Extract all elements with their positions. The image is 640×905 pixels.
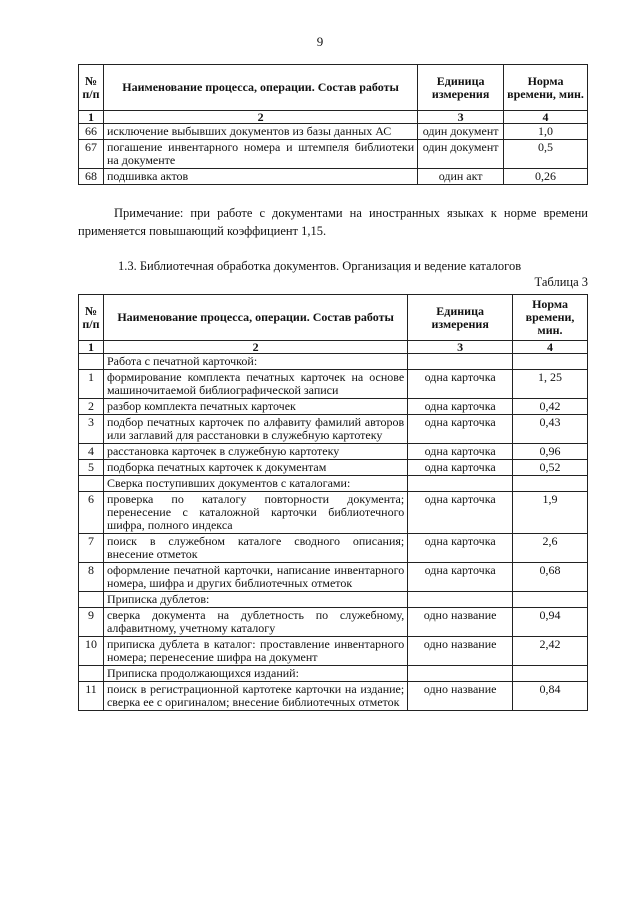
group-spacer xyxy=(408,592,513,608)
row-unit: один документ xyxy=(418,124,504,140)
group-title: Приписка дублетов: xyxy=(103,592,407,608)
row-unit: одна карточка xyxy=(408,444,513,460)
row-unit: одно название xyxy=(408,682,513,711)
table-row xyxy=(79,637,588,666)
row-operation: погашение инвентарного номера и штемпеля библиотеки на документе xyxy=(103,140,417,169)
row-operation: расстановка карточек в служебную картотеку xyxy=(103,444,407,460)
row-number: 3 xyxy=(79,415,104,444)
column-header-unit: Единица измерения xyxy=(418,65,504,111)
table-row xyxy=(79,444,588,460)
column-index: 4 xyxy=(504,111,588,124)
row-number: 68 xyxy=(79,169,104,185)
table-row xyxy=(79,370,588,399)
group-spacer xyxy=(513,592,588,608)
column-header-name: Наименование процесса, операции. Состав работы xyxy=(103,65,417,111)
row-norm: 0,68 xyxy=(513,563,588,592)
group-spacer xyxy=(79,592,104,608)
row-number: 10 xyxy=(79,637,104,666)
row-unit: одна карточка xyxy=(408,534,513,563)
column-header-norm: Норма времени, мин. xyxy=(504,65,588,111)
table-row xyxy=(79,124,588,140)
row-norm: 0,26 xyxy=(504,169,588,185)
row-unit: одна карточка xyxy=(408,370,513,399)
row-norm: 0,96 xyxy=(513,444,588,460)
table-row xyxy=(79,169,588,185)
row-norm: 1,0 xyxy=(504,124,588,140)
row-norm: 0,52 xyxy=(513,460,588,476)
column-header-norm: Норма времени, мин. xyxy=(513,295,588,341)
group-spacer xyxy=(408,476,513,492)
row-unit: одна карточка xyxy=(408,563,513,592)
row-number: 11 xyxy=(79,682,104,711)
row-operation: оформление печатной карточки, написание инвентарного номера, шифра и других библиотечных отметок xyxy=(103,563,407,592)
row-number: 9 xyxy=(79,608,104,637)
row-operation: поиск в служебном каталоге сводного описания; внесение отметок xyxy=(103,534,407,563)
row-number: 7 xyxy=(79,534,104,563)
column-header-no: № п/п xyxy=(79,295,104,341)
column-index: 3 xyxy=(408,341,513,354)
table-row xyxy=(79,682,588,711)
row-operation: исключение выбывших документов из базы данных АС xyxy=(103,124,417,140)
group-header-row xyxy=(79,592,588,608)
row-operation: разбор комплекта печатных карточек xyxy=(103,399,407,415)
group-title: Работа с печатной карточкой: xyxy=(103,354,407,370)
row-unit: одна карточка xyxy=(408,399,513,415)
group-spacer xyxy=(513,666,588,682)
table-row xyxy=(79,492,588,534)
group-spacer xyxy=(79,476,104,492)
group-title: Сверка поступивших документов с каталогами: xyxy=(103,476,407,492)
row-operation: формирование комплекта печатных карточек на основе машиночитаемой библиографической записи xyxy=(103,370,407,399)
column-index: 2 xyxy=(103,341,407,354)
row-number: 1 xyxy=(79,370,104,399)
row-norm: 0,42 xyxy=(513,399,588,415)
row-norm: 0,84 xyxy=(513,682,588,711)
row-operation: поиск в регистрационной картотеке карточки на издание; сверка ее с оригиналом; внесение библиотечных отметок xyxy=(103,682,407,711)
column-header-name: Наименование процесса, операции. Состав работы xyxy=(103,295,407,341)
row-norm: 0,43 xyxy=(513,415,588,444)
row-norm: 1, 25 xyxy=(513,370,588,399)
note-paragraph: Примечание: при работе с документами на иностранных языках к норме времени применяется повышающий коэффициент 1,15. xyxy=(78,206,588,238)
row-unit: одна карточка xyxy=(408,460,513,476)
row-unit: один акт xyxy=(418,169,504,185)
row-number: 2 xyxy=(79,399,104,415)
row-unit: одна карточка xyxy=(408,492,513,534)
row-operation: подшивка актов xyxy=(103,169,417,185)
table-label: Таблица 3 xyxy=(534,275,588,289)
section-title: 1.3. Библиотечная обработка документов. Организация и ведение каталогов xyxy=(118,259,522,273)
column-index: 1 xyxy=(79,111,104,124)
row-number: 8 xyxy=(79,563,104,592)
group-spacer xyxy=(513,354,588,370)
table-row xyxy=(79,460,588,476)
table-row xyxy=(79,563,588,592)
column-index: 3 xyxy=(418,111,504,124)
row-unit: один документ xyxy=(418,140,504,169)
table-row xyxy=(79,140,588,169)
row-number: 6 xyxy=(79,492,104,534)
row-number: 66 xyxy=(79,124,104,140)
row-norm: 1,9 xyxy=(513,492,588,534)
group-spacer xyxy=(408,666,513,682)
table-row xyxy=(79,415,588,444)
table-row xyxy=(79,399,588,415)
row-norm: 2,42 xyxy=(513,637,588,666)
norms-table-3 xyxy=(78,294,588,711)
group-header-row xyxy=(79,666,588,682)
group-spacer xyxy=(79,666,104,682)
column-index: 4 xyxy=(513,341,588,354)
row-operation: подборка печатных карточек к документам xyxy=(103,460,407,476)
row-number: 67 xyxy=(79,140,104,169)
row-operation: подбор печатных карточек по алфавиту фамилий авторов или заглавий для расстановки в служебную картотеку xyxy=(103,415,407,444)
norms-table-continued xyxy=(78,64,588,185)
column-index: 1 xyxy=(79,341,104,354)
row-operation: проверка по каталогу повторности документа; перенесение с каталожной карточки библиотечного шифра, полного индекса xyxy=(103,492,407,534)
group-spacer xyxy=(408,354,513,370)
group-spacer xyxy=(513,476,588,492)
row-norm: 2,6 xyxy=(513,534,588,563)
column-header-unit: Единица измерения xyxy=(408,295,513,341)
row-unit: одна карточка xyxy=(408,415,513,444)
column-header-no: № п/п xyxy=(79,65,104,111)
row-norm: 0,94 xyxy=(513,608,588,637)
row-unit: одно название xyxy=(408,637,513,666)
group-header-row xyxy=(79,354,588,370)
group-title: Приписка продолжающихся изданий: xyxy=(103,666,407,682)
column-index: 2 xyxy=(103,111,417,124)
page-number: 9 xyxy=(316,34,324,49)
row-operation: приписка дублета в каталог: проставление инвентарного номера; перенесение шифра на документ xyxy=(103,637,407,666)
row-number: 5 xyxy=(79,460,104,476)
table-row xyxy=(79,534,588,563)
row-operation: сверка документа на дублетность по служебному, алфавитному, учетному каталогу xyxy=(103,608,407,637)
group-header-row xyxy=(79,476,588,492)
row-number: 4 xyxy=(79,444,104,460)
group-spacer xyxy=(79,354,104,370)
row-unit: одно название xyxy=(408,608,513,637)
table-row xyxy=(79,608,588,637)
row-norm: 0,5 xyxy=(504,140,588,169)
